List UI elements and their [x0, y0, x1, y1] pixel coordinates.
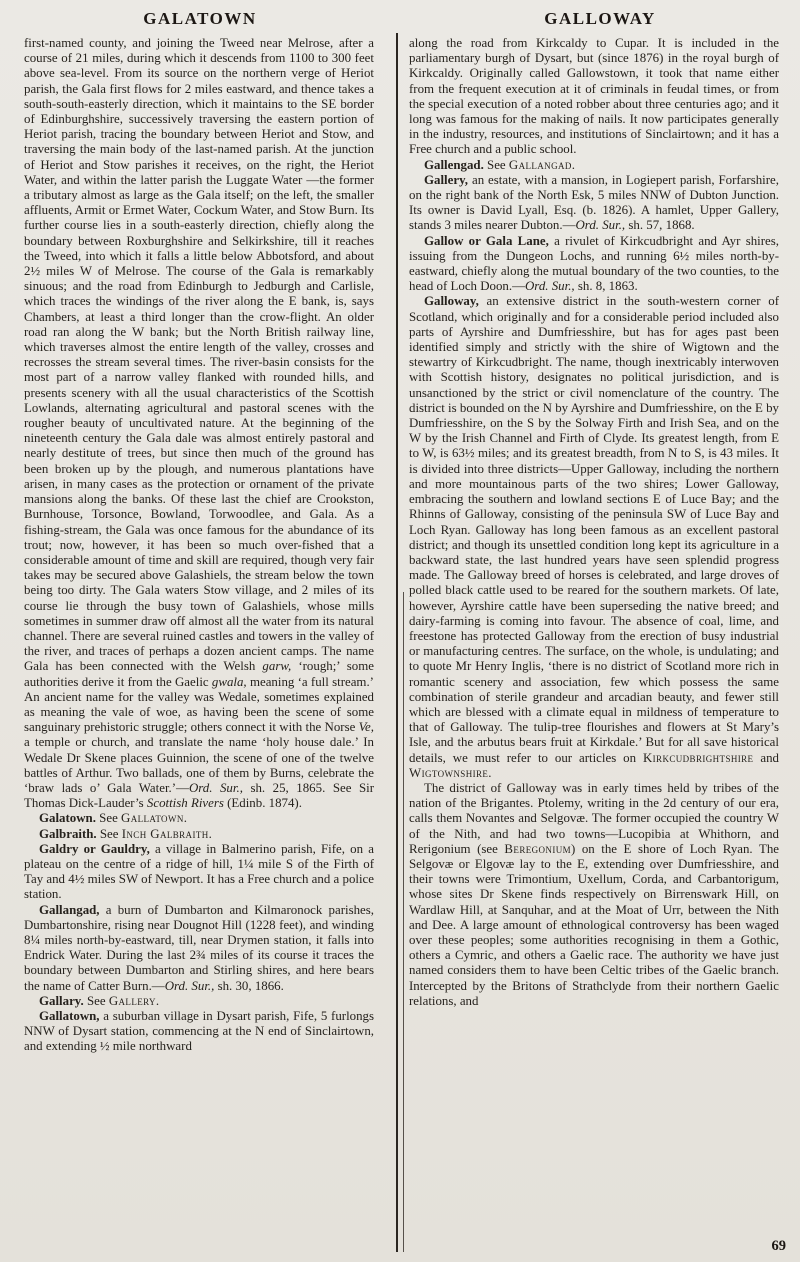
text-segment: Gallery, [424, 172, 469, 187]
text-segment: ) on the E shore of Loch Ryan. The Selgovæ or Elgovæ lay to the E, extending over Dumfriesshire, and their towns were Trimontium, Uxellum, Corda, and Carbantorigum, whose sites Dr Skene finds respectively on Birrenswark Hill, on Wardlaw Hill, at Sanquhar, and at the Moat of Urr, between the Nith and Dee. A large amount of ethnological controversy has been waged over these peoples; some authorities recognising in them a Gothic, others a Cymric, and others a Gaelic race. The authority we have just named considers them to have been Celtic tribes of the Gaelic branch. Intercepted by the Britons of Strathclyde from their northern Gaelic relations, and [409, 841, 779, 1008]
text-segment: a village in Balmerino parish, Fife, on a plateau on the centre of a ridge of hill, 1¼ mile S of the Firth of Tay and 4½ miles SW of Newport. It has a Free church and a police station. [24, 841, 374, 902]
text-segment: Kirkcudbrightshire [642, 750, 754, 765]
text-segment: Gallery. [108, 993, 160, 1008]
paragraph [24, 903, 374, 994]
paragraph [24, 842, 374, 903]
text-segment: Galdry or Gauldry, [39, 841, 150, 856]
text-segment: an estate, with a mansion, in Logiepert parish, Forfarshire, on the right bank of the North Esk, 5 miles NNW of Dubton Junction. Its owner is David Lyall, Esq. (b. 1826). A hamlet, Upper Gallery, stands 3 miles nearer Dubton.— [409, 172, 779, 233]
right-column [409, 36, 779, 1252]
text-segment: Galatown. [39, 811, 96, 826]
paragraph [409, 173, 779, 234]
paragraph [24, 811, 374, 826]
text-segment: garw, [262, 659, 292, 674]
text-segment: The district of Galloway was in early times held by tribes of the nation of the Brigantes. Ptolemy, writing in the 2d century of our era, calls them Novantes and Selgovæ. The former occupied the country W of the Nith, and had two towns—Lucopibia at Whithorn, and Rerigonium (see [409, 780, 779, 856]
text-segment: Beregonium [504, 841, 572, 856]
text-segment: a burn of Dumbarton and Kilmaronock parishes, Dumbartonshire, rising near Dougnot Hill (1228 feet), and winding 8¼ miles north-by-eastward, till, near Drymen station, it falls into Endrick Water. During the last 2¾ miles of its course it traces the boundary between Dumbarton and Stirling shires, and here bears the name of Catter Burn.— [24, 902, 374, 993]
text-segment: See [483, 157, 509, 172]
text-segment: sh. 25, 1865. See Sir Thomas Dick-Lauder’s [24, 780, 374, 811]
text-segment: Gallary. [39, 993, 84, 1008]
left-column [24, 36, 374, 1252]
text-segment: See [96, 826, 122, 841]
running-head-left: GALATOWN [143, 9, 257, 28]
paragraph [24, 36, 374, 811]
paragraph [24, 827, 374, 842]
column-divider-rule [396, 33, 398, 1252]
text-segment: Ord. Sur., [575, 218, 626, 233]
paragraph [409, 781, 779, 1009]
text-segment: Gallatown, [39, 1009, 100, 1023]
text-segment: Ve, [358, 720, 374, 735]
text-segment: Galbraith. [39, 826, 97, 841]
paragraph [409, 234, 779, 295]
text-segment: Gallow or Gala Lane, [424, 233, 549, 248]
text-segment: Gallatown. [121, 811, 188, 826]
text-segment: See [95, 811, 122, 826]
text-segment: sh. 8, 1863. [574, 279, 638, 294]
text-segment: (Edinb. 1874). [223, 796, 302, 811]
paragraph [409, 36, 779, 158]
text-segment: along the road from Kirkcaldy to Cupar. It is included in the parliamentary burgh of Dysart, but (since 1876) in the royal burgh of Kirkcaldy. Originally called Gallowstown, it took that name either from the frequent execution at it of criminals in feudal times, or from the special execution of a noted robber about three centuries ago; and it long was famous for the making of nails. It now participates generally in the industry, resources, and institutions of Sinclairtown; and it has a Free church and a public school. [409, 36, 779, 157]
paragraph [409, 294, 779, 781]
column-divider-rule-artifact [403, 592, 404, 1252]
text-segment: ‘rough;’ some authorities derive it from the Gaelic [24, 659, 374, 689]
text-segment: sh. 30, 1866. [214, 978, 284, 993]
text-segment: a rivulet of Kirkcudbright and Ayr shires, issuing from the Dungeon Lochs, and running 6½ miles north-by-eastward, chiefly along the mutual boundary of the two counties, to the head of Loch Doon.— [409, 233, 779, 294]
text-segment: gwala, [211, 674, 247, 689]
page-number: 69 [771, 1238, 786, 1254]
paragraph [409, 158, 779, 173]
text-segment: Wigtownshire. [409, 765, 492, 780]
paragraph [24, 1009, 374, 1055]
running-head-right: GALLOWAY [544, 9, 656, 28]
text-segment: sh. 57, 1868. [625, 218, 695, 233]
text-segment: Galloway, [424, 294, 479, 309]
text-segment: Ord. Sur., [524, 279, 575, 294]
text-segment: Ord. Sur., [188, 780, 243, 795]
text-segment: first-named county, and joining the Tweed near Melrose, after a course of 21 miles, during which it descends from 1100 to 300 feet above sea-level. From its source on the northern verge of Heriot parish, the Gala first flows for 2 miles eastward, and thence takes a south-south-easterly direction, which it maintains to the SE border of Edinburghshire, successively traversing the eastern portion of Heriot parish, tracing the boundary between Heriot and Stow, and traversing the main body of the last-named parish. At the junction of Heriot and Stow parishes it receives, on the right, the Heriot Water, and within the latter parish the Luggate Water —the former a tributary almost as large as the Gala itself; on the left, the smaller affluents, Armit or Ermet Water, Cockum Water, and Stow Burn. Its further course lies in a south-easterly direction, chiefly along the boundary between Roxburghshire and Selkirkshire, till it reaches the Tweed, into which it falls a little below Abbotsford, and about 2½ miles W of Melrose. The course of the Gala is remarkably sinuous; and the road from Edinburgh to Jedburgh and Carlisle, which traces the windings of the river along the E bank, is, says Chambers, at least a third longer than the crow-flight. An older road ran along the W bank; but the North British railway line, which traverses almost the entire length of the valley, crosses and recrosses the stream several times. The river-basin consists for the most part of a narrow valley flanked with rounded hills, and presents scenery with all the usual characteristics of the Scottish Lowlands, alternating agricultural and pastoral scenes with the rougher beauty of uncultivated nature. At the beginning of the nineteenth century the Gala dale was almost entirely pastoral and nearly destitute of trees, but since then much of the ground has been broken up by the plough, and numerous plantations have arisen, in many cases as the protection or ornament of the private mansions along the banks. Of these last the chief are Crookston, Burnhouse, Torsonce, Bowland, Torwoodlee, and Gala. As a fishing-stream, the Gala was once famous for the abundance of its trout; now, however, it has been so much over-fished that a considerable amount of time and skill are required, though very fair takes may be secured above Galashiels, the stream below the town being too dirty. The Gala waters Stow village, and 2 miles of its course lie through the busy town of Galashiels, whose mills sometimes in summer draw off almost all the water from its natural channel. There are several ruined castles and towers in the valley of the river, and traces of perhaps a dozen ancient camps. The name Gala has been connected with the Welsh [24, 36, 374, 674]
text-segment: an extensive district in the south-western corner of Scotland, which originally and for a considerable period included also parts of Ayrshire and Dumfriesshire, but has for ages past been identified simply and strictly with the shire of Wigtown and the stewartry of Kirkcudbright. The name, though inextricably interwoven with Scottish history, designates no political jurisdiction, and is unsanctioned by the strict or civil nomenclature of the country. The district is bounded on the N by Ayrshire and Dumfriesshire, on the E by Dumfriesshire, on the S by the Solway Firth and Irish Sea, and on the W by the Irish Channel and Firth of Clyde. Its greatest length, from E to W, is 63½ miles; and its greatest breadth, from N to S, is 43 miles. It is divided into three districts—Upper Galloway, including the northern and more mountainous parts of the two shires; Lower Galloway, embracing the southern and lowland sections E of Luce Bay; and the Rhinns of Galloway, consisting of the peninsula SW of Luce Bay and Loch Ryan. Galloway has long been famous as an excellent pastoral district; and though its unsettled condition long kept its agriculture in a backward state, the last hundred years have seen splendid progress made. The Galloway breed of horses is celebrated, and large droves of polled black cattle used to be reared for the southern markets. Of late, however, Ayrshire cattle have been superseding the native breed; and dairy-farming is coming into favour. The absence of coal, lime, and freestone has protected Galloway from the erection of busy industrial or manufacturing centres. The surface, on the whole, is undulating; and to quote Mr Henry Inglis, ‘there is no district of Scotland more rich in romantic scenery and association, few which possess the same combination of sterile grandeur and arcadian beauty, and fewer still which are blessed with a climate equal in mildness of temperature to that of Galloway. The tulip-tree flourishes and flowers at St Mary’s Isle, and the arbutus bears fruit at Kirkdale.’ But for all save historical details, we must refer to our articles on [409, 294, 779, 765]
text-segment: a temple or church, and translate the name ‘holy house dale.’ In Wedale Dr Skene places Guinnion, the scene of one of the twelve battles of Arthur. Two ballads, one of them by Burns, celebrate the ‘braw lads o’ Gala Water.’— [24, 735, 374, 795]
text-segment: Gallangad, [39, 902, 100, 917]
text-segment: meaning ‘a full stream.’ An ancient name for the valley was Wedale, sometimes explained as meaning the vale of woe, as having been the scene of some sanguinary prehistoric struggle; others connect it with the Norse [24, 674, 374, 735]
paragraph [24, 994, 374, 1009]
text-segment: Gallengad. [424, 157, 484, 172]
text-segment: Inch Galbraith. [121, 826, 213, 841]
text-segment: See [83, 993, 109, 1008]
text-segment: Scottish Rivers [146, 796, 224, 811]
text-segment: Ord. Sur., [164, 978, 215, 993]
text-segment: and [753, 750, 779, 765]
text-segment: a suburban village in Dysart parish, Fife, 5 furlongs NNW of Dysart station, commencing at the N end of Sinclairtown, and extending ½ mile northward [24, 1009, 374, 1054]
text-segment: Gallangad. [508, 157, 576, 172]
